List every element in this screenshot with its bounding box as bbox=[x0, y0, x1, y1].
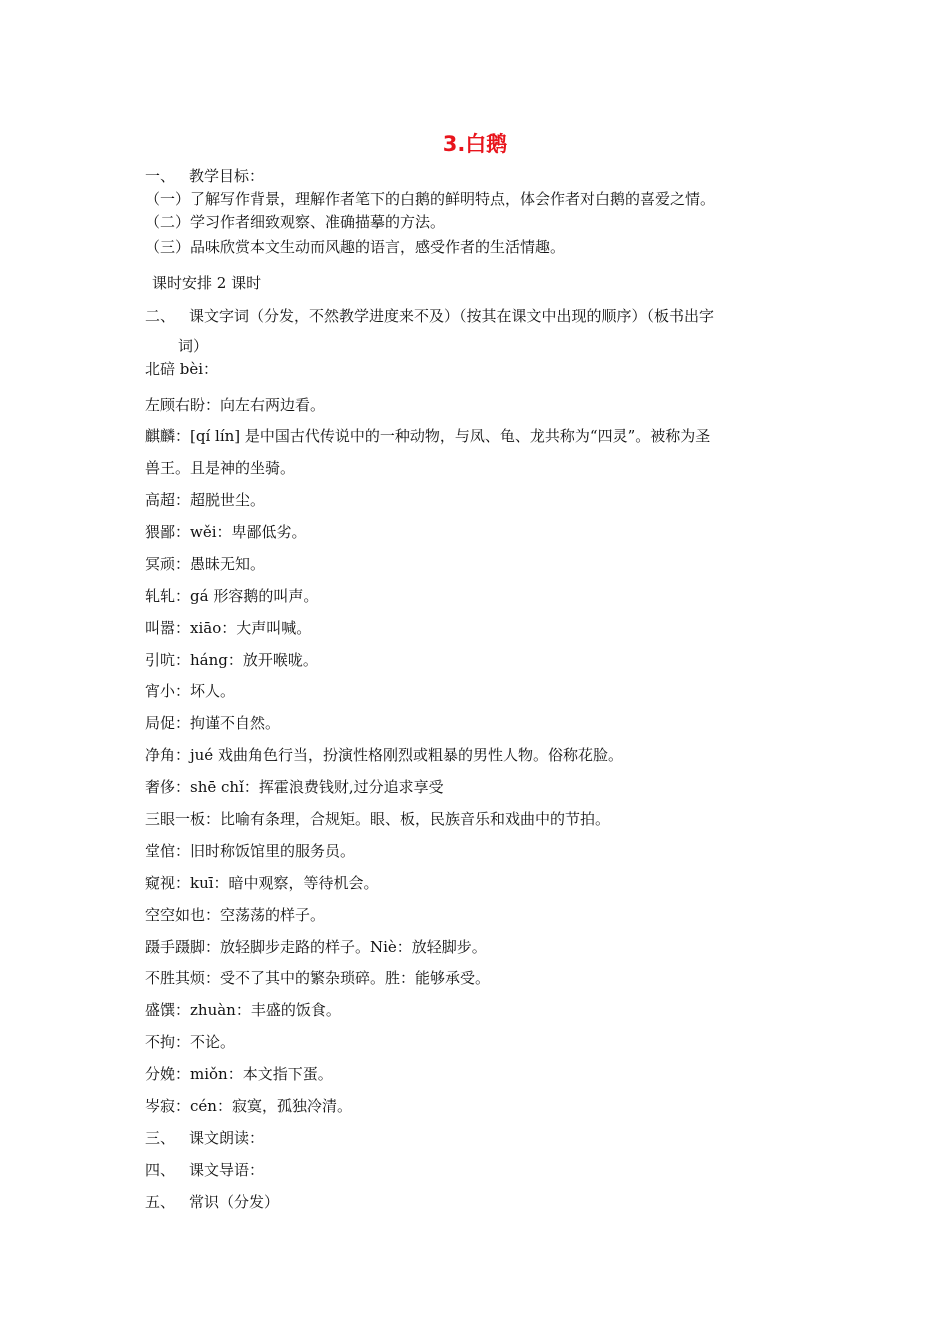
vocab-item: 冥顽：愚昧无知。 bbox=[145, 555, 266, 573]
document-title: 3.白鹅 bbox=[442, 132, 508, 156]
section-heading-text: 课文导语： bbox=[189, 1161, 265, 1179]
vocab-item: 左顾右盼：向左右两边看。 bbox=[145, 396, 326, 414]
vocab-item: 北碚 bèi： bbox=[145, 360, 219, 378]
section-heading-continuation: 词） bbox=[178, 337, 209, 355]
vocab-item: 不胜其烦：受不了其中的繁杂琐碎。胜：能够承受。 bbox=[145, 969, 491, 987]
goal-item: （二）学习作者细致观察、准确描摹的方法。 bbox=[145, 213, 446, 231]
vocab-item-continuation: 兽王。且是神的坐骑。 bbox=[145, 459, 296, 477]
goal-item: （一）了解写作背景，理解作者笔下的白鹅的鲜明特点，体会作者对白鹅的喜爱之情。 bbox=[145, 190, 716, 208]
vocab-item: 堂倌：旧时称饭馆里的服务员。 bbox=[145, 842, 356, 860]
schedule-text: 课时安排 2 课时 bbox=[152, 274, 262, 292]
vocab-item: 不拘：不论。 bbox=[145, 1033, 236, 1051]
vocab-item: 分娩：miǒn：本文指下蛋。 bbox=[145, 1065, 333, 1083]
vocab-item: 轧轧：gá 形容鹅的叫声。 bbox=[145, 587, 319, 605]
vocab-item: 净角：jué 戏曲角色行当，扮演性格刚烈或粗暴的男性人物。俗称花脸。 bbox=[145, 746, 623, 764]
section-number: 四、 bbox=[145, 1161, 176, 1179]
section-heading-5 bbox=[145, 1192, 279, 1212]
vocab-item: 猥鄙：wěi：卑鄙低劣。 bbox=[145, 523, 307, 541]
section-heading-text: 课文朗读： bbox=[189, 1129, 265, 1147]
section-number: 二、 bbox=[145, 307, 176, 325]
vocab-item: 叫嚣：xiāo：大声叫喊。 bbox=[145, 619, 312, 637]
vocab-item: 空空如也：空荡荡的样子。 bbox=[145, 906, 326, 924]
vocab-item: 窥视：kuī：暗中观察，等待机会。 bbox=[145, 874, 379, 892]
section-heading-text: 教学目标： bbox=[189, 167, 265, 185]
vocab-item: 高超：超脱世尘。 bbox=[145, 491, 266, 509]
section-number: 三、 bbox=[145, 1129, 176, 1147]
vocab-item: 局促：拘谨不自然。 bbox=[145, 714, 281, 732]
vocab-item: 麒麟：[qí lín] 是中国古代传说中的一种动物，与凤、龟、龙共称为“四灵”。被称为圣 bbox=[145, 427, 711, 445]
vocab-item: 奢侈：shē chǐ：挥霍浪费钱财,过分追求享受 bbox=[145, 778, 444, 796]
section-heading-text: 课文字词（分发，不然教学进度来不及）（按其在课文中出现的顺序）（板书出字 bbox=[189, 307, 715, 325]
section-heading-2 bbox=[145, 306, 714, 326]
section-number: 一、 bbox=[145, 167, 176, 185]
section-heading-3 bbox=[145, 1128, 264, 1148]
section-heading-4 bbox=[145, 1160, 264, 1180]
vocab-item: 三眼一板：比喻有条理，合规矩。眼、板，民族音乐和戏曲中的节拍。 bbox=[145, 810, 611, 828]
section-number: 五、 bbox=[145, 1193, 176, 1211]
vocab-item: 引吭：háng：放开喉咙。 bbox=[145, 651, 318, 669]
goal-item: （三）品味欣赏本文生动而风趣的语言，感受作者的生活情趣。 bbox=[145, 238, 566, 256]
section-heading-1 bbox=[145, 166, 264, 186]
vocab-item: 宵小：坏人。 bbox=[145, 682, 236, 700]
section-heading-text: 常识（分发） bbox=[189, 1193, 280, 1211]
vocab-item: 岑寂：cén：寂寞，孤独冷清。 bbox=[145, 1097, 352, 1115]
vocab-item: 盛馔：zhuàn：丰盛的饭食。 bbox=[145, 1001, 341, 1019]
vocab-item: 蹑手蹑脚：放轻脚步走路的样子。Niè：放轻脚步。 bbox=[145, 938, 487, 956]
